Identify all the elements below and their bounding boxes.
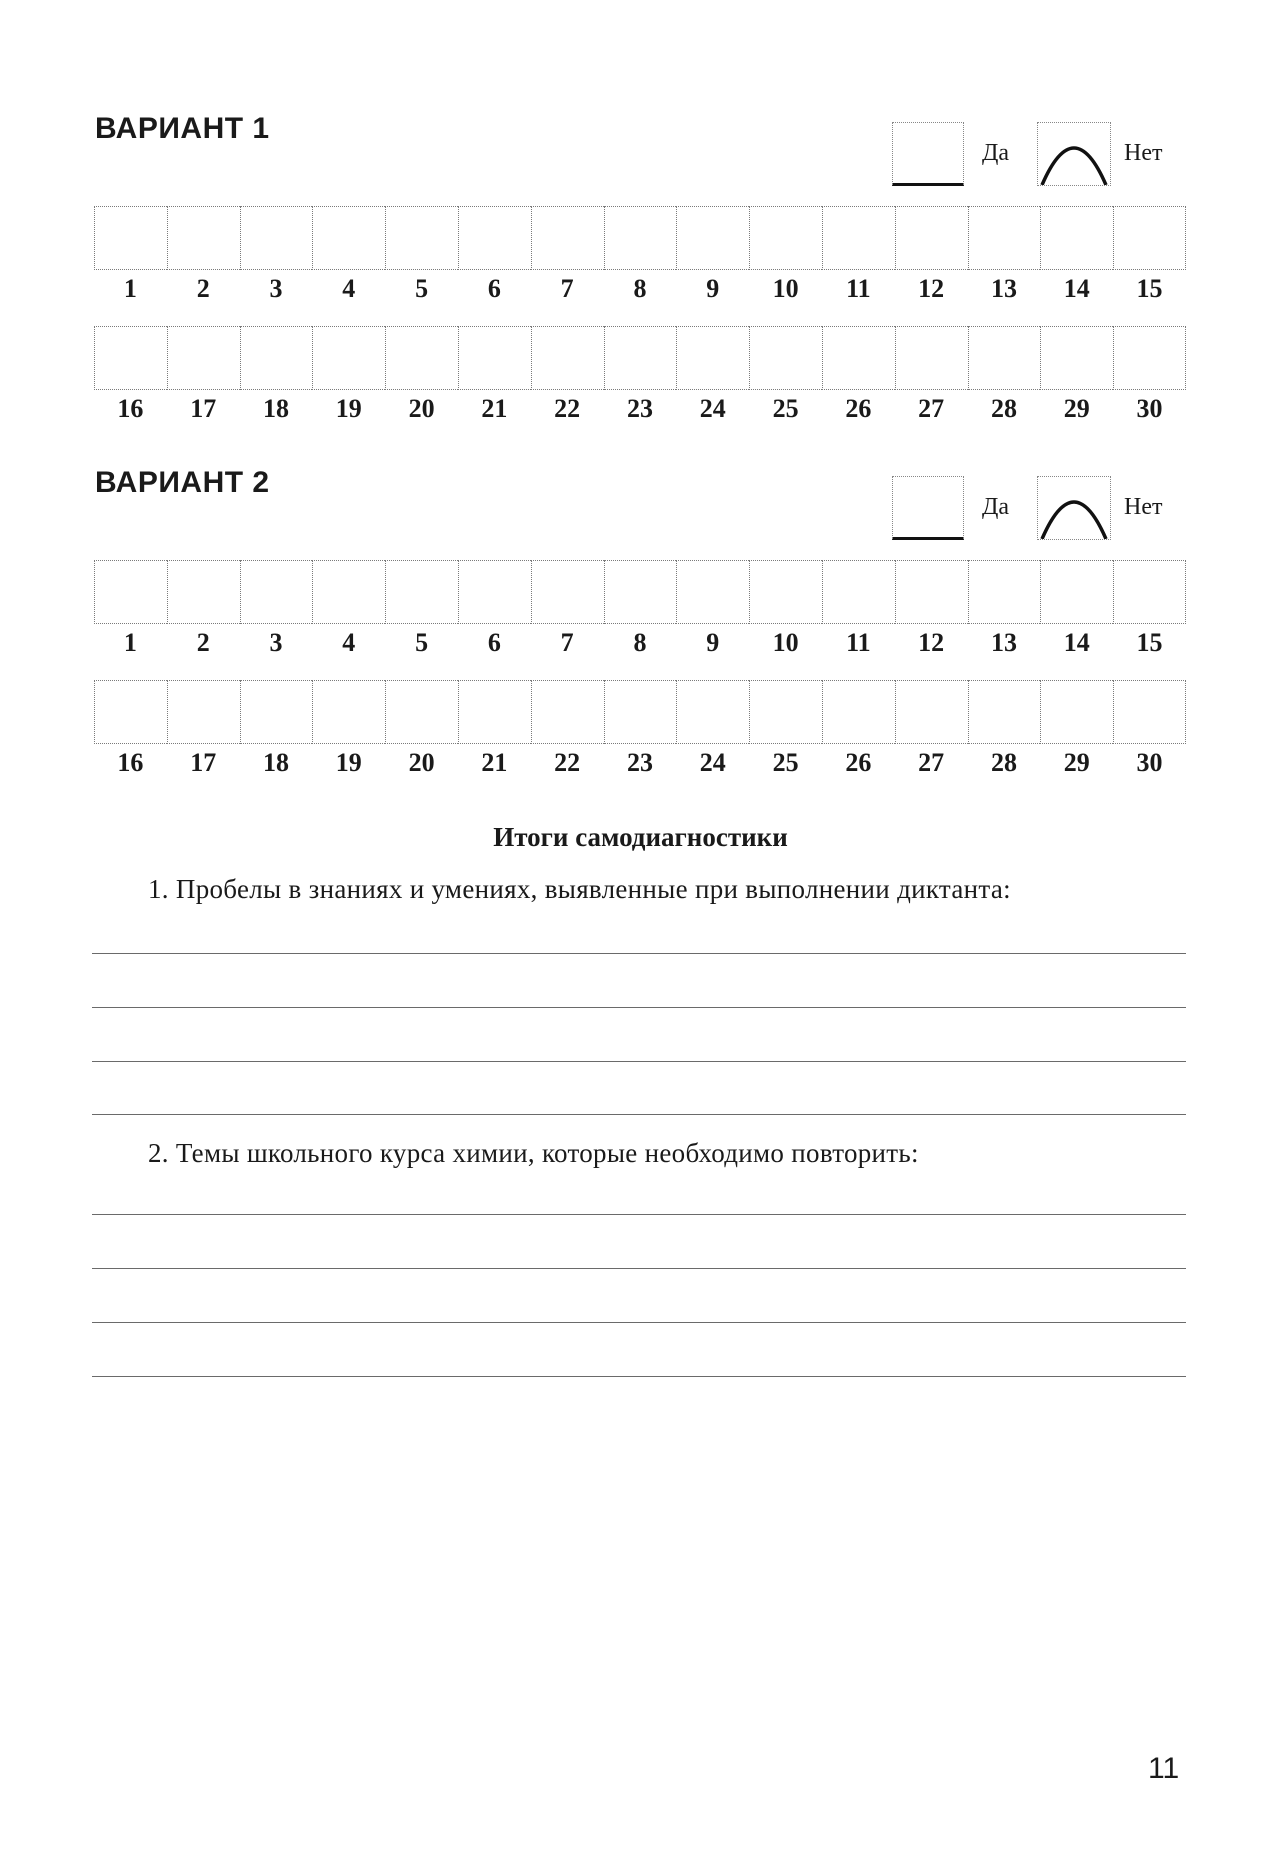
arc-icon — [1038, 477, 1110, 539]
answer-line[interactable] — [92, 1007, 1186, 1008]
question-number: 9 — [706, 628, 720, 657]
yes-label: Да — [982, 494, 1010, 520]
answer-line[interactable] — [92, 1214, 1186, 1215]
question-number: 16 — [117, 748, 144, 777]
answer-cell[interactable] — [312, 326, 385, 390]
answer-cell[interactable] — [749, 206, 822, 270]
answer-cell[interactable] — [895, 206, 968, 270]
answer-cell[interactable] — [458, 206, 531, 270]
question-number: 16 — [117, 394, 144, 423]
question-number: 4 — [342, 628, 356, 657]
answer-line[interactable] — [92, 953, 1186, 954]
answer-cell[interactable] — [1040, 680, 1113, 744]
question-number: 23 — [626, 748, 653, 777]
answer-cell[interactable] — [604, 680, 677, 744]
answer-grid-v1-row2 — [94, 326, 1186, 390]
question-number: 28 — [990, 394, 1017, 423]
no-label: Нет — [1124, 494, 1163, 520]
answer-cell[interactable] — [385, 560, 458, 624]
question-number: 2 — [196, 274, 210, 303]
answer-cell[interactable] — [749, 680, 822, 744]
answer-cell[interactable] — [312, 206, 385, 270]
answer-line[interactable] — [92, 1322, 1186, 1323]
question-number: 14 — [1063, 274, 1090, 303]
question-number: 13 — [990, 628, 1017, 657]
question-number: 10 — [772, 274, 799, 303]
answer-cell[interactable] — [1040, 206, 1113, 270]
number-row-v1-2 — [94, 394, 1186, 424]
answer-line[interactable] — [92, 1376, 1186, 1377]
summary-title: Итоги самодиагностики — [493, 822, 788, 852]
question-number: 17 — [190, 394, 217, 423]
answer-cell[interactable] — [167, 680, 240, 744]
answer-cell[interactable] — [240, 680, 313, 744]
question-number: 26 — [845, 748, 872, 777]
answer-cell[interactable] — [1113, 560, 1186, 624]
answer-cell[interactable] — [94, 326, 167, 390]
answer-cell[interactable] — [531, 206, 604, 270]
question-number: 25 — [772, 394, 799, 423]
yes-symbol-box — [892, 476, 964, 540]
answer-cell[interactable] — [676, 326, 749, 390]
answer-cell[interactable] — [968, 326, 1041, 390]
answer-cell[interactable] — [1113, 680, 1186, 744]
answer-cell[interactable] — [531, 326, 604, 390]
question-number: 6 — [487, 628, 501, 657]
answer-cell[interactable] — [822, 326, 895, 390]
no-symbol-box — [1037, 476, 1111, 540]
answer-cell[interactable] — [240, 560, 313, 624]
no-label: Нет — [1124, 140, 1163, 166]
question-number: 1 — [123, 628, 137, 657]
answer-cell[interactable] — [968, 680, 1041, 744]
answer-line[interactable] — [92, 1061, 1186, 1062]
answer-cell[interactable] — [1040, 560, 1113, 624]
question-number: 5 — [415, 274, 429, 303]
question-number: 20 — [408, 394, 435, 423]
answer-cell[interactable] — [749, 560, 822, 624]
number-row-v2-2 — [94, 748, 1186, 778]
answer-cell[interactable] — [385, 680, 458, 744]
arc-icon — [1038, 123, 1110, 185]
question-number: 11 — [846, 274, 871, 303]
question-number: 22 — [554, 748, 581, 777]
answer-cell[interactable] — [531, 560, 604, 624]
answer-cell[interactable] — [1113, 326, 1186, 390]
question-number: 2 — [196, 628, 210, 657]
question-number: 15 — [1136, 274, 1163, 303]
answer-cell[interactable] — [676, 560, 749, 624]
answer-cell[interactable] — [531, 680, 604, 744]
no-symbol-box — [1037, 122, 1111, 186]
answer-cell[interactable] — [1113, 206, 1186, 270]
question-number: 9 — [706, 274, 720, 303]
answer-cell[interactable] — [895, 326, 968, 390]
question-number: 21 — [481, 394, 508, 423]
legend-variant-2 — [892, 476, 1232, 546]
answer-cell[interactable] — [240, 206, 313, 270]
question-number: 30 — [1136, 748, 1163, 777]
yes-symbol-box — [892, 122, 964, 186]
question-number: 24 — [699, 394, 726, 423]
question-number: 23 — [626, 394, 653, 423]
question-number: 22 — [554, 394, 581, 423]
answer-line[interactable] — [92, 1268, 1186, 1269]
question-number: 10 — [772, 628, 799, 657]
answer-cell[interactable] — [458, 326, 531, 390]
question-number: 29 — [1063, 394, 1090, 423]
question-2-text: 2. Темы школьного курса химии, которые необходимо повторить: — [148, 1138, 919, 1168]
answer-cell[interactable] — [167, 560, 240, 624]
question-number: 18 — [262, 748, 289, 777]
answer-grid-v1-row1 — [94, 206, 1186, 270]
answer-cell[interactable] — [749, 326, 822, 390]
answer-cell[interactable] — [968, 206, 1041, 270]
answer-cell[interactable] — [676, 206, 749, 270]
answer-cell[interactable] — [968, 560, 1041, 624]
question-number: 15 — [1136, 628, 1163, 657]
answer-cell[interactable] — [167, 326, 240, 390]
question-1-text: 1. Пробелы в знаниях и умениях, выявленные при выполнении диктанта: — [148, 874, 1011, 904]
question-number: 27 — [918, 394, 945, 423]
answer-cell[interactable] — [822, 206, 895, 270]
question-number: 7 — [560, 628, 574, 657]
answer-cell[interactable] — [94, 680, 167, 744]
answer-cell[interactable] — [822, 560, 895, 624]
answer-cell[interactable] — [458, 560, 531, 624]
answer-cell[interactable] — [385, 326, 458, 390]
question-number: 20 — [408, 748, 435, 777]
answer-cell[interactable] — [604, 326, 677, 390]
question-number: 30 — [1136, 394, 1163, 423]
question-number: 12 — [918, 628, 945, 657]
question-number: 5 — [415, 628, 429, 657]
question-number: 17 — [190, 748, 217, 777]
answer-cell[interactable] — [94, 206, 167, 270]
answer-line[interactable] — [92, 1114, 1186, 1115]
question-number: 18 — [262, 394, 289, 423]
answer-cell[interactable] — [895, 680, 968, 744]
question-number: 14 — [1063, 628, 1090, 657]
question-number: 25 — [772, 748, 799, 777]
legend-variant-1 — [892, 122, 1232, 192]
question-number: 19 — [335, 394, 362, 423]
question-number: 8 — [633, 628, 647, 657]
question-number: 12 — [918, 274, 945, 303]
answer-cell[interactable] — [167, 206, 240, 270]
number-row-v1-1 — [94, 274, 1186, 304]
answer-cell[interactable] — [604, 560, 677, 624]
question-number: 3 — [269, 274, 283, 303]
answer-cell[interactable] — [604, 206, 677, 270]
number-row-v2-1 — [94, 628, 1186, 658]
answer-cell[interactable] — [94, 560, 167, 624]
answer-cell[interactable] — [385, 206, 458, 270]
question-number: 4 — [342, 274, 356, 303]
answer-cell[interactable] — [312, 560, 385, 624]
question-number: 3 — [269, 628, 283, 657]
question-number: 19 — [335, 748, 362, 777]
question-number: 29 — [1063, 748, 1090, 777]
question-number: 6 — [487, 274, 501, 303]
variant-1-title: ВАРИАНТ 1 — [95, 112, 270, 145]
question-number: 13 — [990, 274, 1017, 303]
answer-cell[interactable] — [1040, 326, 1113, 390]
answer-grid-v2-row2 — [94, 680, 1186, 744]
page-number: 11 — [1148, 1752, 1180, 1785]
question-number: 7 — [560, 274, 574, 303]
question-number: 28 — [990, 748, 1017, 777]
answer-cell[interactable] — [458, 680, 531, 744]
question-number: 8 — [633, 274, 647, 303]
question-number: 26 — [845, 394, 872, 423]
answer-grid-v2-row1 — [94, 560, 1186, 624]
question-number: 11 — [846, 628, 871, 657]
answer-cell[interactable] — [822, 680, 895, 744]
variant-2-title: ВАРИАНТ 2 — [95, 466, 270, 499]
question-number: 27 — [918, 748, 945, 777]
answer-cell[interactable] — [312, 680, 385, 744]
answer-cell[interactable] — [240, 326, 313, 390]
yes-label: Да — [982, 140, 1010, 166]
question-number: 24 — [699, 748, 726, 777]
answer-cell[interactable] — [895, 560, 968, 624]
question-number: 1 — [123, 274, 137, 303]
answer-cell[interactable] — [676, 680, 749, 744]
question-number: 21 — [481, 748, 508, 777]
